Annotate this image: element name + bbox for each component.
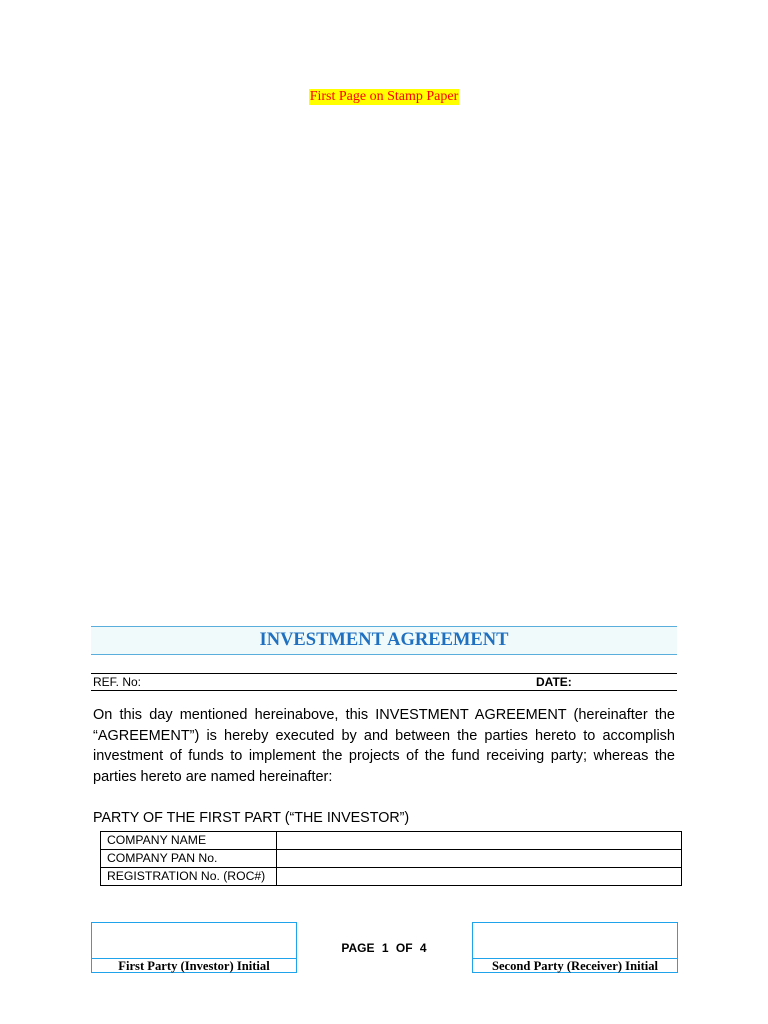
table-row <box>101 867 681 885</box>
stamp-note-line <box>0 88 768 105</box>
second-party-initial-label: Second Party (Receiver) Initial <box>473 958 677 973</box>
page-prefix: PAGE <box>341 941 375 955</box>
page-current: 1 <box>381 941 389 955</box>
intro-paragraph: On this day mentioned hereinabove, this INVESTMENT AGREEMENT (hereinafter the “AGREEMENT”) is hereby executed by and between the parties hereto to accomplish investment of funds to implement the projects of the fund receiving party; whereas the parties hereto are named hereinafter: <box>93 707 675 786</box>
stamp-paper-note: First Page on Stamp Paper <box>309 89 459 104</box>
table-row <box>101 849 681 867</box>
company-name-label: COMPANY NAME <box>101 832 277 849</box>
second-party-initial-box <box>472 922 678 973</box>
registration-number-label: REGISTRATION No. (ROC#) <box>101 868 277 885</box>
ref-date-row <box>91 673 677 691</box>
date-label: DATE: <box>536 675 572 689</box>
company-pan-value <box>277 850 681 867</box>
page-separator: OF <box>395 941 413 955</box>
first-party-initial-label: First Party (Investor) Initial <box>92 958 296 973</box>
title-band <box>91 626 677 655</box>
first-party-heading: PARTY OF THE FIRST PART (“THE INVESTOR”) <box>93 810 410 826</box>
company-pan-label: COMPANY PAN No. <box>101 850 277 867</box>
table-row <box>101 832 681 849</box>
second-party-initial-space <box>473 923 677 958</box>
document-title: INVESTMENT AGREEMENT <box>259 630 509 650</box>
company-name-value <box>277 832 681 849</box>
page-total: 4 <box>419 941 427 955</box>
ref-number-label: REF. No: <box>93 675 142 689</box>
registration-number-value <box>277 868 681 885</box>
first-party-table <box>100 831 682 886</box>
